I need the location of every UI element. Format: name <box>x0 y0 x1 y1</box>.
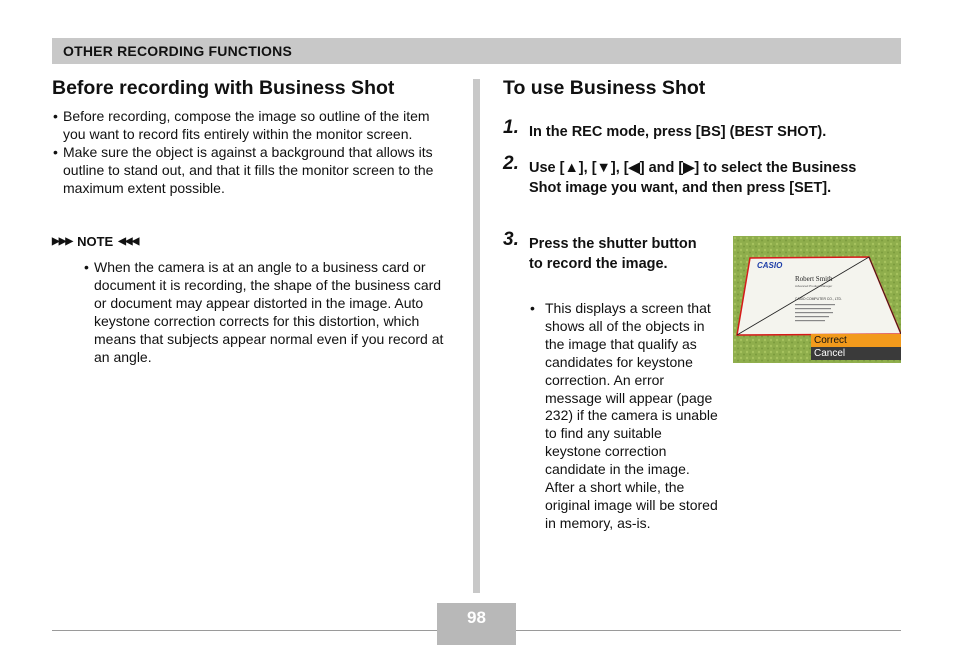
page-number: 98 <box>467 608 486 627</box>
menu-option-correct[interactable]: Correct <box>811 334 901 347</box>
list-item: • This displays a screen that shows all of the objects in the image that qualify as candidates for keystone correction. An error message will appear (page 232) if the camera is unable to find any suitable keystone correction candidate in the image. After a short while, the original image will be stored in memory, as-is. <box>529 300 719 533</box>
section-header-bar <box>52 38 901 64</box>
step-2 <box>503 153 875 198</box>
step-number: 3. <box>503 229 519 250</box>
step-number: 1. <box>503 117 519 138</box>
card-brand: CASIO <box>757 261 783 270</box>
note-label: NOTE <box>77 234 114 249</box>
step-3-notes <box>529 300 719 533</box>
right-heading: To use Business Shot <box>503 77 706 99</box>
keystone-menu <box>811 334 901 360</box>
note-close-icon: ◀◀◀ <box>118 236 139 247</box>
step-text: In the REC mode, press [BS] (BEST SHOT). <box>529 124 827 140</box>
note-header <box>52 234 138 249</box>
left-heading: Before recording with Business Shot <box>52 77 395 99</box>
list-item: • Make sure the object is against a background that allows its outline to stand out, and that it fills the monitor screen to the maximum extent possible. <box>52 143 452 197</box>
column-divider <box>473 79 480 593</box>
step-text: Use [▲], [▼], [◀] and [▶] to select the Business Shot image you want, and then press [SET]. <box>529 160 857 196</box>
card-company: CASIO COMPUTER CO., LTD. <box>795 297 842 301</box>
list-item: • Before recording, compose the image so outline of the item you want to record fits entirely within the monitor screen. <box>52 107 452 143</box>
menu-option-cancel[interactable]: Cancel <box>811 347 901 360</box>
prerequisite-list <box>52 107 452 197</box>
card-subtitle: Advanced Product Manager <box>795 284 833 288</box>
note-list <box>83 258 449 366</box>
section-title: OTHER RECORDING FUNCTIONS <box>63 43 292 59</box>
step-3 <box>503 229 703 274</box>
step-1 <box>503 117 903 142</box>
page-number-box <box>437 603 516 645</box>
card-name: Robert Smith <box>795 275 833 283</box>
step-text: Press the shutter button to record the image. <box>529 236 697 272</box>
note-open-icon: ▶▶▶ <box>52 236 73 247</box>
step-number: 2. <box>503 153 519 174</box>
list-item: • When the camera is at an angle to a business card or document it is recording, the shape of the business card or document may appear distorted in the image. Auto keystone correction corrects for this distortion, which means that subjects appear normal even if you record at an angle. <box>83 258 449 366</box>
